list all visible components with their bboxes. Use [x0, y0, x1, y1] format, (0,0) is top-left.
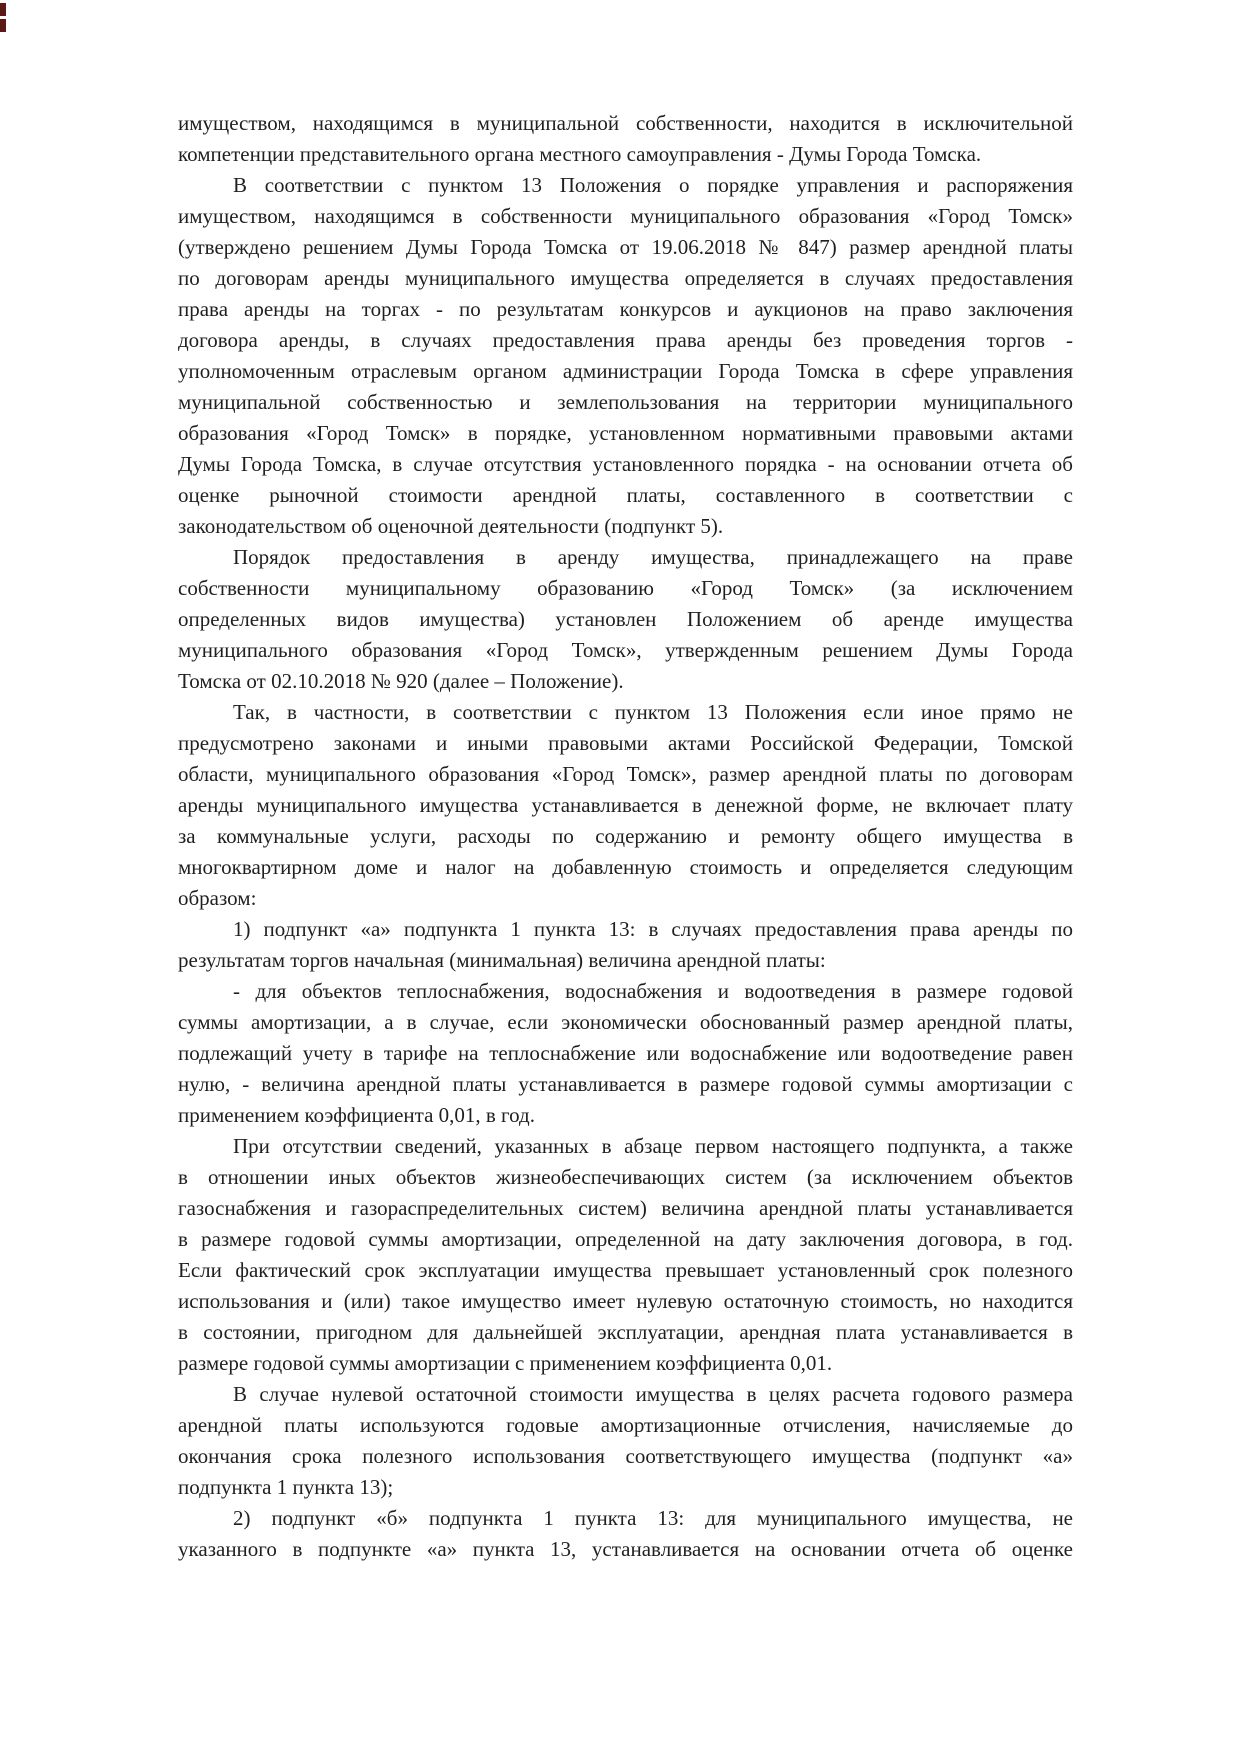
text-line: определенных видов имущества) установлен Положением об аренде имущества [178, 607, 1073, 631]
text-line: В случае нулевой остаточной стоимости имущества в целях расчета годового размера [233, 1382, 1073, 1406]
text-line: в отношении иных объектов жизнеобеспечивающих систем (за исключением объектов [178, 1165, 1073, 1189]
text-line: муниципального образования «Город Томск», утвержденным решением Думы Города [178, 638, 1073, 662]
text-line: имуществом, находящимся в муниципальной собственности, находится в исключительной [178, 111, 1073, 135]
paragraph [178, 1131, 1073, 1379]
text-line: имуществом, находящимся в собственности муниципального образования «Город Томск» [178, 204, 1073, 228]
paragraph [178, 108, 1073, 170]
text-line: компетенции представительного органа местного самоуправления - Думы Города Томска. [178, 142, 982, 166]
text-line: - для объектов теплоснабжения, водоснабжения и водоотведения в размере годовой [233, 979, 1073, 1003]
text-line: 2) подпункт «б» подпункта 1 пункта 13: для муниципального имущества, не [233, 1506, 1073, 1530]
text-line: многоквартирном доме и налог на добавленную стоимость и определяется следующим [178, 855, 1073, 879]
text-line: собственности муниципальному образованию «Город Томск» (за исключением [178, 576, 1073, 600]
paragraph [178, 542, 1073, 697]
text-line: арендной платы используются годовые амортизационные отчисления, начисляемые до [178, 1413, 1073, 1437]
text-line: результатам торгов начальная (минимальная) величина арендной платы: [178, 948, 826, 972]
text-line: по договорам аренды муниципального имущества определяется в случаях предоставления [178, 266, 1073, 290]
text-line: уполномоченным отраслевым органом администрации Города Томска в сфере управления [178, 359, 1073, 383]
text-line: области, муниципального образования «Город Томск», размер арендной платы по договорам [178, 762, 1073, 786]
scan-artifact-mark [0, 19, 6, 32]
text-line: Томска от 02.10.2018 № 920 (далее – Положение). [178, 669, 624, 693]
paragraph [178, 697, 1073, 914]
text-line: Порядок предоставления в аренду имущества, принадлежащего на праве [233, 545, 1073, 569]
text-line: подлежащий учету в тарифе на теплоснабжение или водоснабжение или водоотведение равен [178, 1041, 1073, 1065]
document-text [178, 108, 1073, 1565]
text-line: договора аренды, в случаях предоставления права аренды без проведения торгов - [178, 328, 1073, 352]
text-line: указанного в подпункте «а» пункта 13, устанавливается на основании отчета об оценке [178, 1537, 1073, 1561]
text-line: окончания срока полезного использования соответствующего имущества (подпункт «а» [178, 1444, 1073, 1468]
text-line: газоснабжения и газораспределительных систем) величина арендной платы устанавливается [178, 1196, 1073, 1220]
text-line: законодательством об оценочной деятельности (подпункт 5). [178, 514, 724, 538]
text-line: размере годовой суммы амортизации с применением коэффициента 0,01. [178, 1351, 833, 1375]
text-line: При отсутствии сведений, указанных в абзаце первом настоящего подпункта, а также [233, 1134, 1073, 1158]
text-line: использования и (или) такое имущество имеет нулевую остаточную стоимость, но находится [178, 1289, 1073, 1313]
scan-artifact-mark [0, 3, 6, 16]
text-line: аренды муниципального имущества устанавливается в денежной форме, не включает плату [178, 793, 1073, 817]
text-line: муниципальной собственностью и землепользования на территории муниципального [178, 390, 1073, 414]
text-line: в размере годовой суммы амортизации, определенной на дату заключения договора, в год. [178, 1227, 1073, 1251]
text-line: Думы Города Томска, в случае отсутствия установленного порядка - на основании отчета об [178, 452, 1073, 476]
text-line: образом: [178, 886, 257, 910]
text-line: в состоянии, пригодном для дальнейшей эксплуатации, арендная плата устанавливается в [178, 1320, 1073, 1344]
text-line: предусмотрено законами и иными правовыми актами Российской Федерации, Томской [178, 731, 1073, 755]
paragraph [178, 170, 1073, 542]
paragraph [178, 976, 1073, 1131]
text-line: 1) подпункт «а» подпункта 1 пункта 13: в случаях предоставления права аренды по [233, 917, 1073, 941]
text-line: нулю, - величина арендной платы устанавливается в размере годовой суммы амортизации с [178, 1072, 1073, 1096]
text-line: права аренды на торгах - по результатам конкурсов и аукционов на право заключения [178, 297, 1073, 321]
text-line: применением коэффициента 0,01, в год. [178, 1103, 535, 1127]
text-line: В соответствии с пунктом 13 Положения о порядке управления и распоряжения [233, 173, 1073, 197]
text-line: Если фактический срок эксплуатации имущества превышает установленный срок полезного [178, 1258, 1073, 1282]
paragraph [178, 1379, 1073, 1503]
text-line: (утверждено решением Думы Города Томска от 19.06.2018 № 847) размер арендной платы [178, 235, 1073, 259]
text-line: оценке рыночной стоимости арендной платы, составленного в соответствии с [178, 483, 1073, 507]
text-line: образования «Город Томск» в порядке, установленном нормативными правовыми актами [178, 421, 1073, 445]
paragraph [178, 914, 1073, 976]
text-line: Так, в частности, в соответствии с пунктом 13 Положения если иное прямо не [233, 700, 1073, 724]
text-line: подпункта 1 пункта 13); [178, 1475, 394, 1499]
text-line: за коммунальные услуги, расходы по содержанию и ремонту общего имущества в [178, 824, 1073, 848]
paragraph [178, 1503, 1073, 1565]
text-line: суммы амортизации, а в случае, если экономически обоснованный размер арендной платы, [178, 1010, 1073, 1034]
